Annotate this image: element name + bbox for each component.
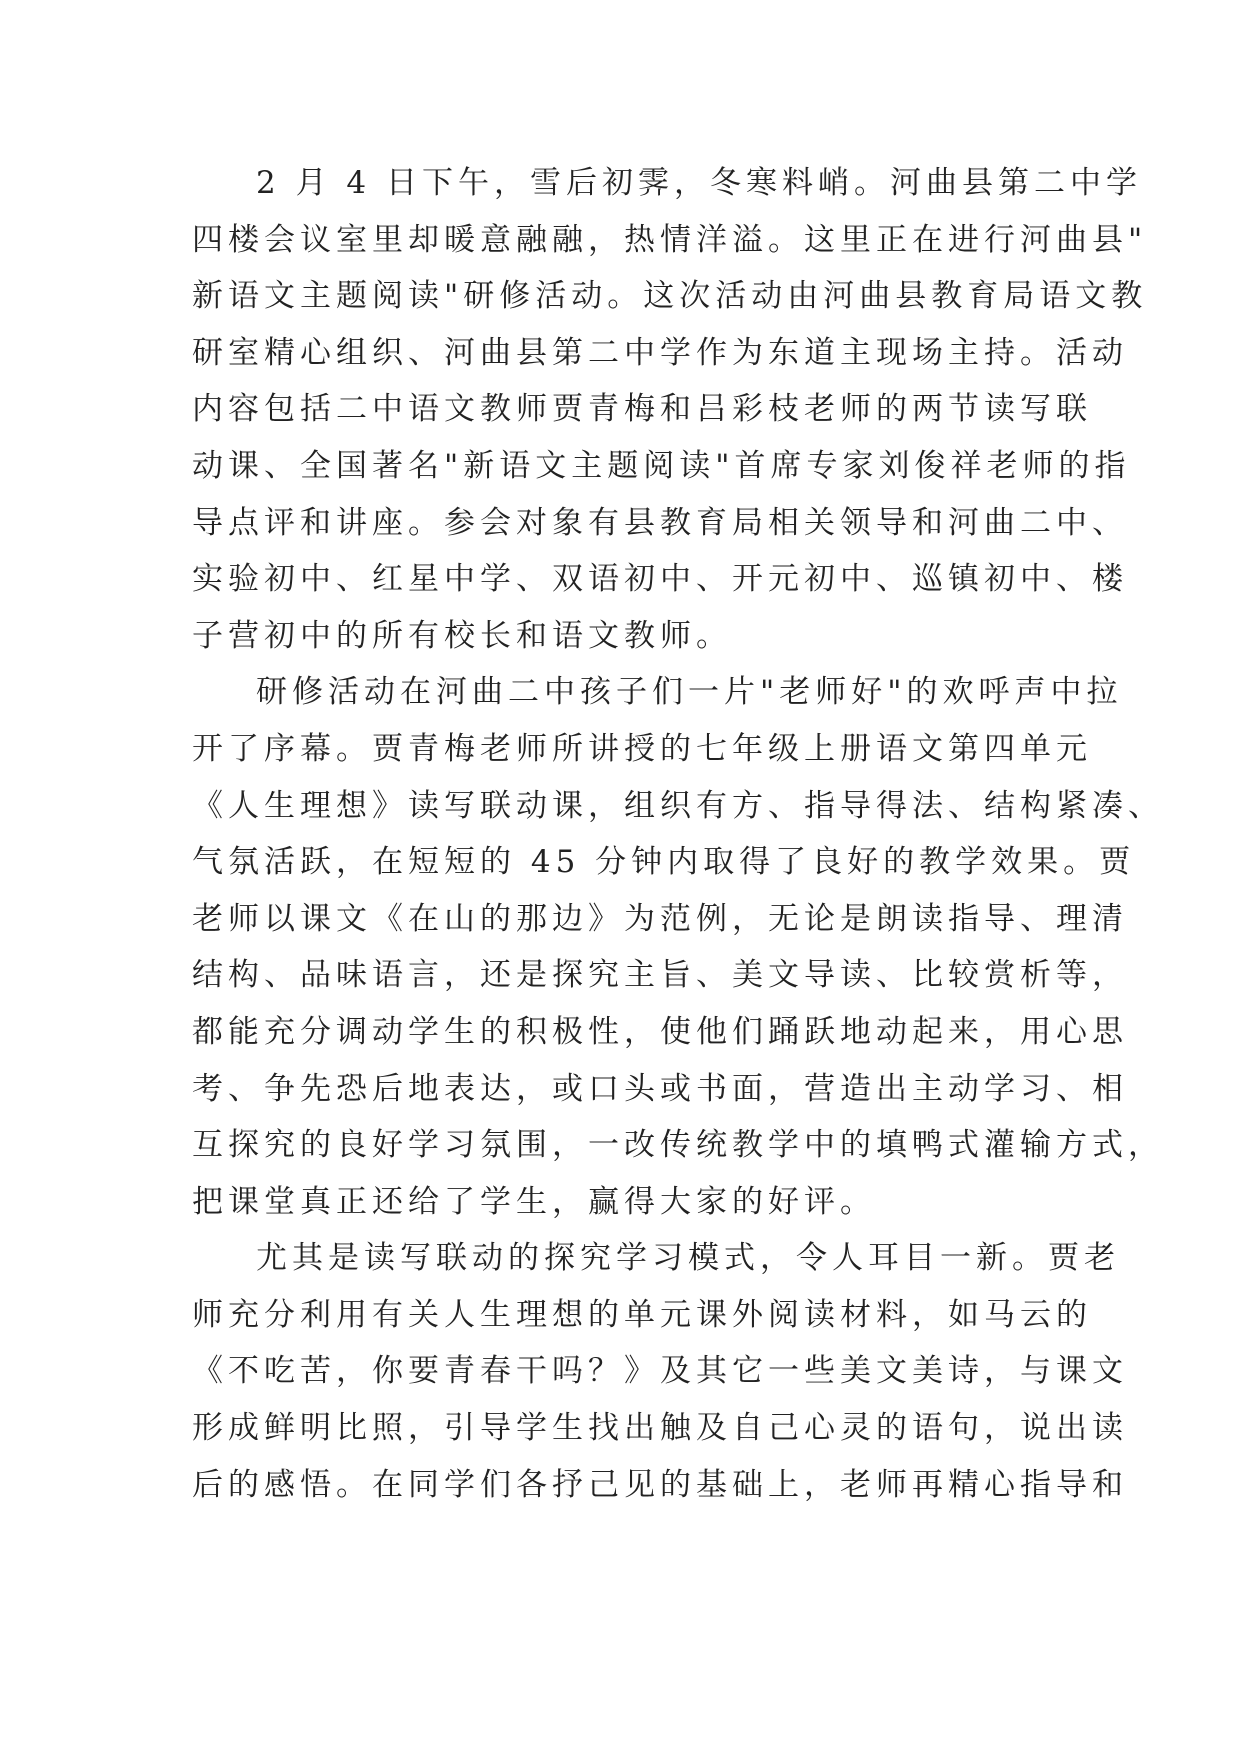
text-line: 气氛活跃，在短短的 45 分钟内取得了良好的教学效果。贾 xyxy=(192,844,1136,881)
text-line: 《人生理想》读写联动课，组织有方、指导得法、结构紧凑、 xyxy=(192,787,1164,824)
text-line: 结构、品味语言，还是探究主旨、美文导读、比较赏析等， xyxy=(192,957,1128,994)
text-line: 研室精心组织、河曲县第二中学作为东道主现场主持。活动 xyxy=(192,334,1128,371)
text-line: 2 月 4 日下午，雪后初霁，冬寒料峭。河曲县第二中学 xyxy=(256,165,1143,201)
paragraph-2 xyxy=(192,664,1164,1230)
text-line: 把课堂真正还给了学生，赢得大家的好评。 xyxy=(192,1183,876,1220)
text-line: 《不吃苦，你要青春干吗？》及其它一些美文美诗，与课文 xyxy=(192,1353,1128,1390)
text-line: 后的感悟。在同学们各抒己见的基础上，老师再精心指导和 xyxy=(192,1466,1128,1503)
text-line: 互探究的良好学习氛围，一改传统教学中的填鸭式灌输方式， xyxy=(192,1127,1164,1164)
text-line: 考、争先恐后地表达，或口头或书面，营造出主动学习、相 xyxy=(192,1070,1128,1107)
text-line: 导点评和讲座。参会对象有县教育局相关领导和河曲二中、 xyxy=(192,504,1128,541)
text-line: 新语文主题阅读"研修活动。这次活动由河曲县教育局语文教 xyxy=(192,278,1148,315)
text-line: 尤其是读写联动的探究学习模式，令人耳目一新。贾老 xyxy=(256,1240,1120,1277)
paragraph-3 xyxy=(192,1230,1128,1513)
text-line: 动课、全国著名"新语文主题阅读"首席专家刘俊祥老师的指 xyxy=(192,447,1131,484)
text-line: 实验初中、红星中学、双语初中、开元初中、巡镇初中、楼 xyxy=(192,561,1128,598)
text-line: 老师以课文《在山的那边》为范例，无论是朗读指导、理清 xyxy=(192,900,1128,937)
paragraph-1 xyxy=(192,155,1148,664)
text-line: 子营初中的所有校长和语文教师。 xyxy=(192,617,732,654)
text-line: 形成鲜明比照，引导学生找出触及自己心灵的语句，说出读 xyxy=(192,1410,1128,1447)
text-line: 师充分利用有关人生理想的单元课外阅读材料，如马云的 xyxy=(192,1296,1092,1333)
text-line: 四楼会议室里却暖意融融，热情洋溢。这里正在进行河曲县" xyxy=(192,221,1148,258)
document-body xyxy=(192,155,1164,1513)
text-line: 内容包括二中语文教师贾青梅和吕彩枝老师的两节读写联 xyxy=(192,391,1092,428)
text-line: 研修活动在河曲二中孩子们一片"老师好"的欢呼声中拉 xyxy=(256,674,1123,711)
text-line: 都能充分调动学生的积极性，使他们踊跃地动起来，用心思 xyxy=(192,1013,1128,1050)
text-line: 开了序幕。贾青梅老师所讲授的七年级上册语文第四单元 xyxy=(192,730,1092,767)
